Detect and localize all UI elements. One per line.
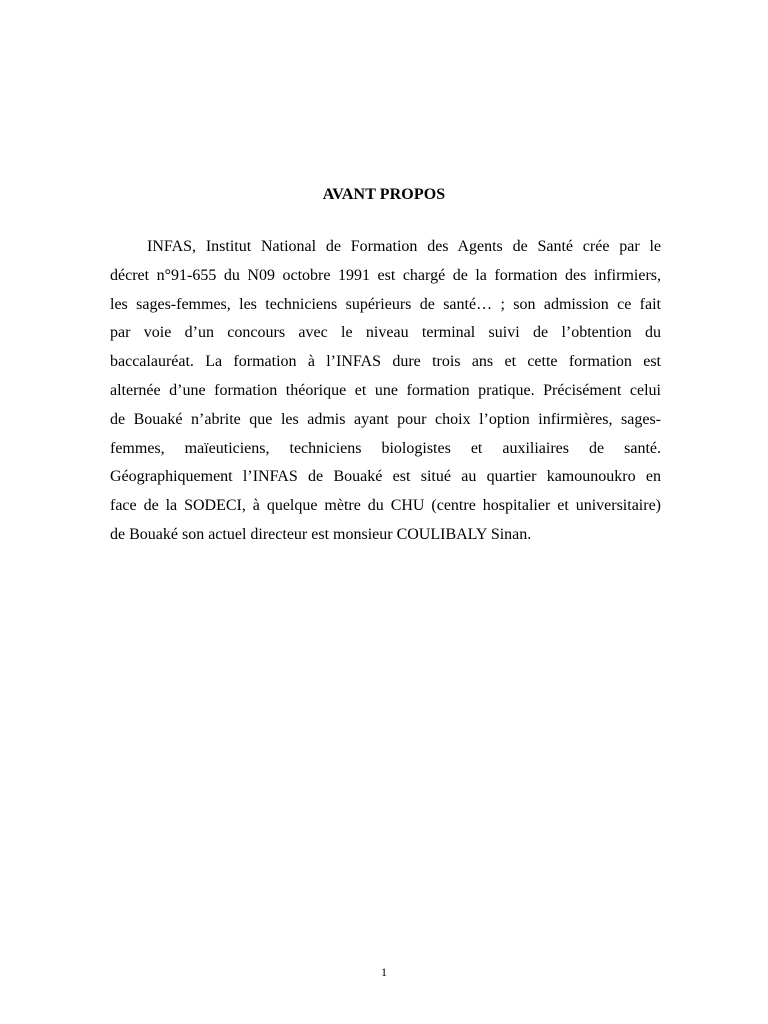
paragraph-line: les sages-femmes, les techniciens supérieurs de santé… ; son admission ce fait [110,295,661,313]
paragraph-line: face de la SODECI, à quelque mètre du CHU (centre hospitalier et universitaire) [110,497,661,515]
page-title: AVANT PROPOS [322,186,446,203]
paragraph-line: par voie d’un concours avec le niveau terminal suivi de l’obtention du [110,324,661,342]
body-paragraph [110,233,661,550]
paragraph-line: Géographiquement l’INFAS de Bouaké est situé au quartier kamounoukro en [110,468,661,486]
paragraph-line: INFAS, Institut National de Formation des Agents de Santé crée par le [147,238,661,255]
paragraph-line: femmes, maïeuticiens, techniciens biologistes et auxiliaires de santé. [110,439,661,457]
paragraph-line: de Bouaké n’abrite que les admis ayant pour choix l’option infirmières, sages- [110,410,661,428]
paragraph-line: de Bouaké son actuel directeur est monsieur COULIBALY Sinan. [110,525,532,543]
paragraph-line: alternée d’une formation théorique et une formation pratique. Précisément celui [110,381,661,399]
paragraph-line: baccalauréat. La formation à l’INFAS dure trois ans et cette formation est [110,353,661,371]
paragraph-line: décret n°91-655 du N09 octobre 1991 est chargé de la formation des infirmiers, [110,266,661,284]
page-number: 1 [381,965,387,979]
